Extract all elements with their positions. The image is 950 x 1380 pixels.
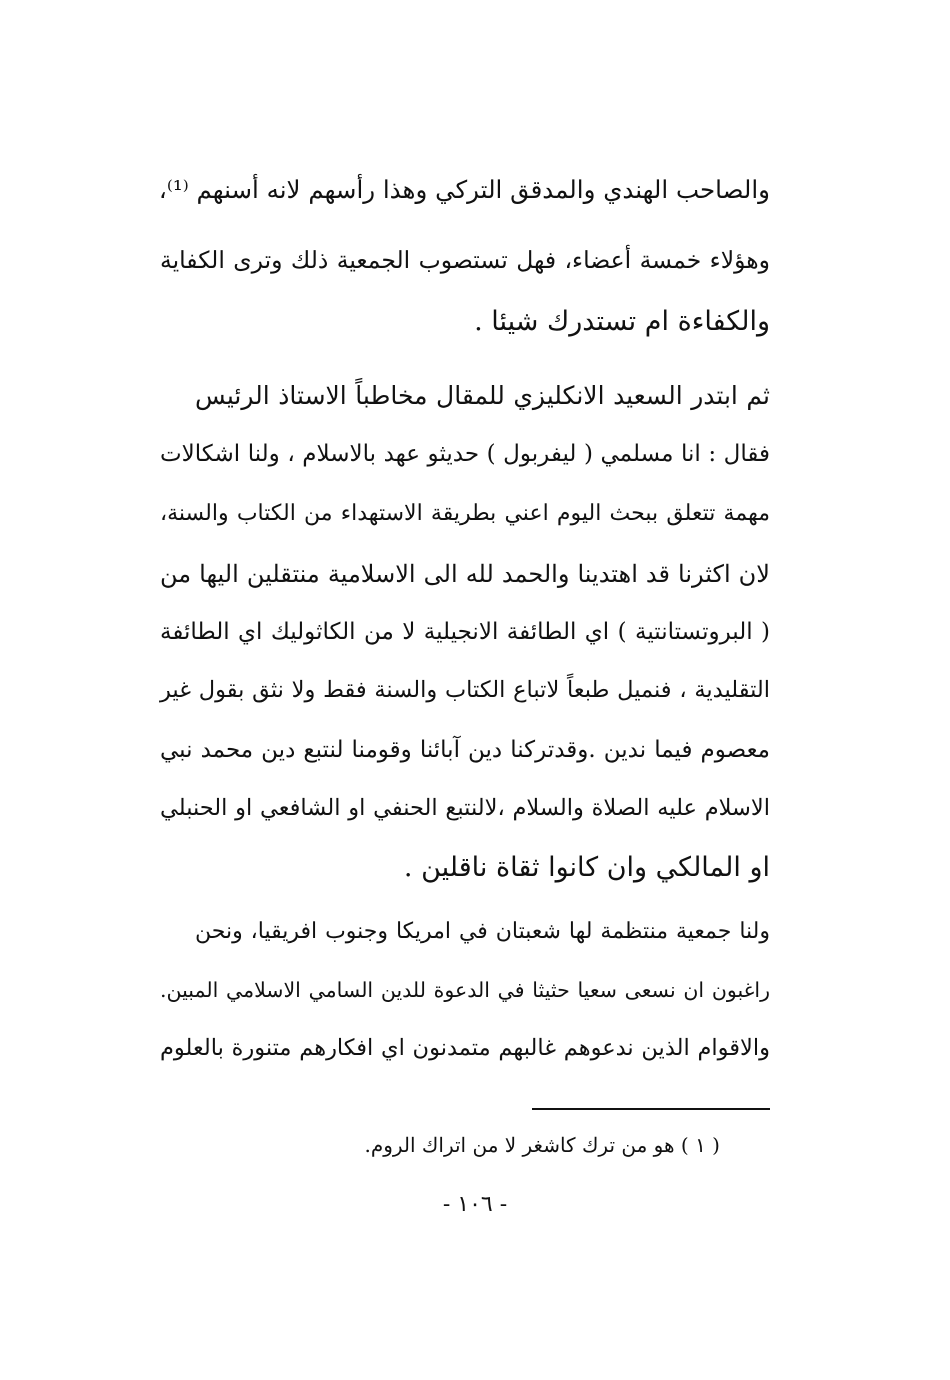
footnote-separator — [532, 1108, 770, 1110]
text-line: او المالكي وان كانوا ثقاة ناقلين . — [403, 852, 770, 883]
text-line: ثم ابتدر السعيد الانكليزي للمقال مخاطباً الاستاذ الرئيس — [195, 381, 770, 410]
text-line: التقليدية ، فنميل طبعاً لاتباع الكتاب والسنة فقط ولا نثق بقول غير — [160, 677, 770, 703]
text-line: ولنا جمعية منتظمة لها شعبتان في امريكا وجنوب افريقيا، ونحن — [195, 919, 770, 944]
text-line: معصوم فيما ندين .وقدتركنا دين آبائنا وقومنا لنتبع دين محمد نبي — [160, 737, 770, 763]
text-line: والكفاءة ام تستدرك شيئا . — [474, 306, 770, 337]
page-number: - ١٠٦ - — [442, 1192, 508, 1217]
text-line: راغبون ان نسعى سعيا حثيثا في الدعوة للدين السامي الاسلامي المبين. — [160, 978, 770, 1002]
text-line: مهمة تتعلق ببحث اليوم اعني بطريقة الاستهداء من الكتاب والسنة، — [160, 501, 770, 526]
text-line: لان اكثرنا قد اهتدينا والحمد لله الى الاسلامية منتقلين اليها من — [160, 560, 770, 588]
text-line: فقال : انا مسلمي ( ليفربول ) حديثو عهد بالاسلام ، ولنا اشكالات — [160, 441, 770, 467]
footnote: ( ١ ) هو من ترك كاشغر لا من اتراك الروم. — [364, 1133, 720, 1157]
text-line: والصاحب الهندي والمدقق التركي وهذا رأسهم لانه أسنهم ⁽¹⁾، — [158, 175, 770, 204]
text-line: والاقوام الذين ندعوهم غالبهم متمدنون اي افكارهم متنورة بالعلوم — [160, 1035, 770, 1061]
text-line: الاسلام عليه الصلاة والسلام ،لالنتبع الحنفي او الشافعي او الحنبلي — [160, 795, 770, 821]
text-line: وهؤلاء خمسة أعضاء، فهل تستصوب الجمعية ذلك وترى الكفاية — [160, 246, 770, 274]
text-line: ( البروتستانتية ) اي الطائفة الانجيلية لا من الكاثوليك اي الطائفة — [160, 619, 770, 645]
